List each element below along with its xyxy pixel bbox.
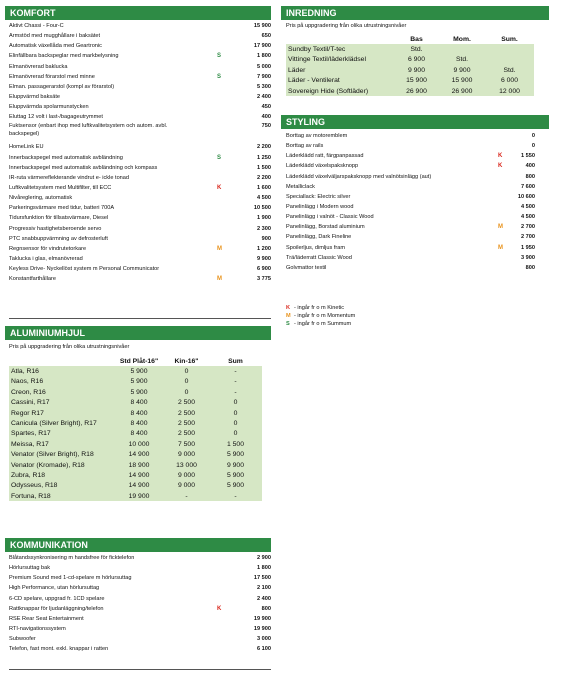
price-row xyxy=(9,41,271,51)
section-header-kommunikation: KOMMUNIKATION xyxy=(5,538,271,552)
item-price: 2 200 xyxy=(257,174,271,181)
price-row xyxy=(9,594,271,604)
cell-std: 14 900 xyxy=(114,481,164,491)
legend-text: - ingår fr o m Momentum xyxy=(294,312,356,319)
item-price: 3 775 xyxy=(257,276,271,283)
legend-item xyxy=(286,313,355,321)
cell-std: 19 900 xyxy=(114,491,164,501)
item-price: 7 600 xyxy=(521,183,535,190)
price-row xyxy=(9,553,271,563)
cell-sum: 9 900 xyxy=(209,460,262,470)
price-row xyxy=(286,141,535,151)
item-price: 0 xyxy=(531,143,535,150)
item-price: 400 xyxy=(525,163,535,170)
table-row xyxy=(9,481,262,491)
item-price: 5 300 xyxy=(257,83,271,90)
cell-sum: - xyxy=(209,377,262,387)
wheel-name: Odysseus, R18 xyxy=(9,481,114,491)
cell-std: 8 400 xyxy=(114,398,164,408)
item-label: Borttag av motoremblem xyxy=(286,133,348,139)
wheel-name: Atla, R16 xyxy=(9,366,114,376)
price-row xyxy=(286,192,535,202)
col-header-kin: Kin-16" xyxy=(174,357,199,365)
item-price: 10 500 xyxy=(253,205,271,212)
cell-std: 5 900 xyxy=(114,377,164,387)
price-row xyxy=(9,102,271,112)
cell-kin: 0 xyxy=(164,377,209,387)
item-label: Läderklädd växelspaksknopp xyxy=(286,163,359,170)
item-label: Panelinlägg, Dark Fineline xyxy=(286,234,352,241)
item-label: Elman. passagerarstol (kompl av förarstol) xyxy=(9,83,115,90)
kommunikation-bottom-rule xyxy=(9,669,271,670)
wheel-name: Meissa, R17 xyxy=(9,439,114,449)
item-price: 6 900 xyxy=(257,266,271,273)
item-label: Eluppvärmda spolarmunstycken xyxy=(9,104,89,111)
cell-kin: 13 000 xyxy=(164,460,209,470)
item-label: Armstöd med mugghållare i baksätet xyxy=(9,33,101,40)
cell-mom: 9 900 xyxy=(439,65,485,75)
price-row xyxy=(9,142,271,152)
item-label: Fuktsensor (enbart ihop med luftkvalitetsystem och autom. avbl. backspegel) xyxy=(9,123,168,138)
table-row xyxy=(9,418,262,428)
upholstery-name: Läder - Ventilerat xyxy=(286,76,394,86)
item-label: Spoilerljus, dimljus fram xyxy=(286,244,346,251)
level-code: M xyxy=(498,244,503,251)
table-row xyxy=(9,366,262,376)
cell-mom: Std. xyxy=(439,55,485,65)
item-label: Blåtandssynkronisering m handsfree för ficktelefon xyxy=(9,555,135,561)
inredning-note: Pris på uppgradering från olika utrustningsnivåer xyxy=(286,23,407,29)
legend-code: M xyxy=(286,312,291,319)
upholstery-name: Sovereign Hide (Softläder) xyxy=(286,86,394,96)
cell-sum xyxy=(485,55,534,65)
table-row xyxy=(286,86,534,96)
item-label: Trä/läderratt Classic Wood xyxy=(286,254,352,261)
item-price: 1 200 xyxy=(257,245,271,252)
price-row xyxy=(9,21,271,31)
item-label: Innerbackspegel med automatisk avbländning xyxy=(9,154,123,161)
price-row xyxy=(286,151,535,161)
price-row xyxy=(9,92,271,102)
item-label: Hörlursuttag bak xyxy=(9,565,51,572)
item-price: 2 100 xyxy=(257,585,271,592)
cell-std: 18 900 xyxy=(114,460,164,470)
cell-std: 5 900 xyxy=(114,387,164,397)
cell-sum xyxy=(485,44,534,54)
item-price: 1 500 xyxy=(257,164,271,171)
legend-code: S xyxy=(286,320,290,327)
item-label: PTC snabbuppvärmning av defrosterluft xyxy=(9,235,108,242)
legend-text: - ingår fr o m Kinetic xyxy=(294,305,345,311)
cell-std: 8 400 xyxy=(114,418,164,428)
cell-sum: - xyxy=(209,387,262,397)
level-code: S xyxy=(217,73,222,80)
section-header-komfort: KOMFORT xyxy=(5,6,271,20)
item-price: 1 800 xyxy=(257,565,271,572)
price-row xyxy=(9,234,271,244)
styling-list xyxy=(286,131,535,273)
item-price: 1 600 xyxy=(257,184,271,191)
item-label: HomeLink EU xyxy=(9,144,44,151)
section-header-styling: STYLING xyxy=(281,115,549,129)
cell-kin: 2 500 xyxy=(164,418,209,428)
item-price: 750 xyxy=(261,123,271,130)
cell-kin: 2 500 xyxy=(164,408,209,418)
cell-std: 8 400 xyxy=(114,408,164,418)
item-price: 17 900 xyxy=(253,43,271,50)
cell-sum: 6 000 xyxy=(485,76,534,86)
col-header-sum: Sum xyxy=(228,357,243,365)
item-price: 4 500 xyxy=(521,214,535,221)
price-row xyxy=(9,153,271,163)
price-row xyxy=(9,624,271,634)
cell-bas: 26 900 xyxy=(394,86,439,96)
level-code: K xyxy=(498,153,503,160)
price-row xyxy=(9,173,271,183)
price-row xyxy=(286,161,535,171)
cell-bas: 6 900 xyxy=(394,55,439,65)
item-label: Tidursfunktion för tillsatsvärmare, Diesel xyxy=(9,215,109,222)
item-price: 4 500 xyxy=(521,203,535,210)
cell-std: 10 000 xyxy=(114,439,164,449)
legend-text: - ingår fr o m Summum xyxy=(294,320,352,327)
item-price: 9 900 xyxy=(257,255,271,262)
level-code: K xyxy=(498,163,503,170)
item-price: 19 900 xyxy=(253,615,271,622)
upholstery-name: Läder xyxy=(286,65,394,75)
item-price: 4 500 xyxy=(257,195,271,202)
item-price: 1 250 xyxy=(257,154,271,161)
table-row xyxy=(9,387,262,397)
item-price: 2 300 xyxy=(257,225,271,232)
price-row xyxy=(9,163,271,173)
item-label: Luftkvalitetsystem med Multifilter, till ECC xyxy=(9,184,112,191)
item-label: Golvmattor textil xyxy=(286,264,327,271)
item-price: 3 000 xyxy=(257,636,271,643)
item-price: 1 550 xyxy=(521,153,535,160)
price-row xyxy=(286,263,535,273)
item-label: RTI-navigationssystem xyxy=(9,625,66,632)
wheel-name: Venator (Kromade), R18 xyxy=(9,460,114,470)
item-label: Läderklädd växelväljarspaksknopp med valnötsinlägg (aut) xyxy=(286,173,432,180)
item-label: Konstantfarthållare xyxy=(9,276,56,283)
item-price: 900 xyxy=(261,235,271,242)
legend-item xyxy=(286,305,355,313)
cell-sum: 1 500 xyxy=(209,439,262,449)
cell-kin: 9 000 xyxy=(164,450,209,460)
item-price: 1 800 xyxy=(257,53,271,60)
level-code: M xyxy=(498,224,503,231)
cell-bas: Std. xyxy=(394,44,439,54)
upholstery-name: Vittinge Textil/läderklädsel xyxy=(286,55,394,65)
item-price: 2 400 xyxy=(257,93,271,100)
level-code: S xyxy=(217,154,222,161)
wheel-name: Venator (Silver Bright), R18 xyxy=(9,450,114,460)
table-row xyxy=(286,44,534,54)
item-label: Eluttag 12 volt i last-/bagageutrymmet xyxy=(9,114,103,121)
table-row xyxy=(9,429,262,439)
cell-bas: 9 900 xyxy=(394,65,439,75)
wheel-name: Regor R17 xyxy=(9,408,114,418)
komfort-bottom-rule xyxy=(9,318,271,319)
price-row xyxy=(286,212,535,222)
wheel-table xyxy=(9,356,262,501)
table-row xyxy=(9,377,262,387)
cell-sum: 0 xyxy=(209,418,262,428)
cell-std: 5 900 xyxy=(114,366,164,376)
level-code: K xyxy=(217,605,222,612)
item-label: Telefon, fast mont. exkl. knappar i ratten xyxy=(9,646,109,653)
item-label: Elmanövrerad förarstol med minne xyxy=(9,73,95,80)
cell-std: 8 400 xyxy=(114,429,164,439)
price-row xyxy=(9,82,271,92)
table-row xyxy=(9,460,262,470)
item-price: 17 500 xyxy=(253,575,271,582)
item-label: Regnsensor för vindrutetorkare xyxy=(9,245,87,252)
item-price: 800 xyxy=(525,264,535,271)
item-label: RSE Rear Seat Entertainment xyxy=(9,615,84,622)
item-price: 450 xyxy=(261,104,271,111)
item-label: Nivåreglering, automatisk xyxy=(9,195,73,202)
item-label: Speciallack: Electric silver xyxy=(286,193,351,200)
price-row xyxy=(9,264,271,274)
item-label: Elmanövrerad baklucka xyxy=(9,63,68,70)
price-row xyxy=(286,253,535,263)
price-row xyxy=(9,274,271,284)
price-row xyxy=(286,182,535,192)
interior-table-header xyxy=(286,34,534,44)
price-row xyxy=(9,62,271,72)
item-price: 0 xyxy=(531,133,535,139)
wheel-name: Naos, R16 xyxy=(9,377,114,387)
table-row xyxy=(286,55,534,65)
wheel-table-header xyxy=(9,356,262,366)
item-label: IR-ruta värmereflekterande vindrut e- ickle tonad xyxy=(9,174,130,181)
cell-kin: 9 000 xyxy=(164,481,209,491)
item-price: 2 400 xyxy=(257,595,271,602)
table-row xyxy=(286,65,534,75)
price-row xyxy=(9,183,271,193)
cell-sum: 5 900 xyxy=(209,450,262,460)
cell-std: 14 900 xyxy=(114,450,164,460)
item-price: 800 xyxy=(525,173,535,180)
item-price: 800 xyxy=(261,605,271,612)
interior-table xyxy=(286,34,534,96)
item-price: 15 900 xyxy=(253,23,271,29)
price-row xyxy=(9,31,271,41)
item-label: Premium Sound med 1-cd-spelare m hörlursuttag xyxy=(9,575,132,582)
item-price: 2 700 xyxy=(521,234,535,241)
cell-kin: - xyxy=(164,491,209,501)
price-row xyxy=(286,243,535,253)
price-row xyxy=(286,172,535,182)
table-row xyxy=(9,408,262,418)
col-header-mom: Mom. xyxy=(453,35,471,43)
price-row xyxy=(9,213,271,223)
item-label: Progressiv hastighetsberoende servo xyxy=(9,225,102,232)
price-row xyxy=(9,614,271,624)
item-price: 2 900 xyxy=(257,555,271,561)
wheel-name: Creon, R16 xyxy=(9,387,114,397)
level-code: M xyxy=(217,276,222,283)
price-row xyxy=(9,254,271,264)
cell-mom: 26 900 xyxy=(439,86,485,96)
price-row xyxy=(9,51,271,61)
item-label: Automatisk växellåda med Geartronic xyxy=(9,43,102,50)
price-row xyxy=(9,644,271,654)
item-label: Elinfällbara backspeglar med markbelysning xyxy=(9,53,119,60)
item-price: 400 xyxy=(261,114,271,121)
wheel-name: Fortuna, R18 xyxy=(9,491,114,501)
item-label: Subwoofer xyxy=(9,636,36,643)
wheel-name: Canicula (Silver Bright), R17 xyxy=(9,418,114,428)
price-row xyxy=(9,112,271,122)
item-label: Panelinlägg, Borstad aluminium xyxy=(286,224,365,231)
price-row xyxy=(9,634,271,644)
item-price: 6 100 xyxy=(257,646,271,653)
cell-sum: 5 900 xyxy=(209,470,262,480)
price-row xyxy=(9,193,271,203)
item-label: Innerbackspegel med automatisk avbländning och kompass xyxy=(9,164,158,171)
item-label: Panelinlägg i Modern wood xyxy=(286,203,354,210)
komfort-list xyxy=(9,21,271,284)
price-row xyxy=(286,202,535,212)
item-label: Eluppvärmd baksäte xyxy=(9,93,60,100)
price-row xyxy=(9,244,271,254)
item-price: 3 900 xyxy=(521,254,535,261)
price-row xyxy=(9,573,271,583)
kommunikation-list xyxy=(9,553,271,654)
cell-kin: 0 xyxy=(164,366,209,376)
item-price: 650 xyxy=(261,33,271,40)
cell-bas: 15 900 xyxy=(394,76,439,86)
item-price: 2 200 xyxy=(257,144,271,151)
cell-kin: 7 500 xyxy=(164,439,209,449)
cell-sum: 12 000 xyxy=(485,86,534,96)
cell-mom xyxy=(439,44,485,54)
cell-sum: 0 xyxy=(209,398,262,408)
cell-kin: 2 500 xyxy=(164,398,209,408)
cell-sum: - xyxy=(209,366,262,376)
price-row xyxy=(9,563,271,573)
item-price: 10 600 xyxy=(517,193,535,200)
cell-mom: 15 900 xyxy=(439,76,485,86)
price-row xyxy=(9,72,271,82)
price-row xyxy=(286,131,535,141)
cell-sum: 5 900 xyxy=(209,481,262,491)
cell-kin: 9 000 xyxy=(164,470,209,480)
item-price: 1 900 xyxy=(257,215,271,222)
item-label: Taklucka i glas, elmanövrerad xyxy=(9,255,83,262)
item-label: Panelinlägg i valnöt - Classic Wood xyxy=(286,214,374,221)
price-row xyxy=(9,122,271,142)
price-row xyxy=(9,604,271,614)
price-row xyxy=(9,583,271,593)
item-price: 7 900 xyxy=(257,73,271,80)
col-header-std: Std Plåt-16" xyxy=(119,357,159,365)
table-row xyxy=(9,450,262,460)
cell-sum: 0 xyxy=(209,429,262,439)
item-label: Borttag av rails xyxy=(286,143,324,150)
item-label: Parkeringsvärmare med tidur, batteri 700A xyxy=(9,205,115,212)
cell-kin: 0 xyxy=(164,387,209,397)
level-code: S xyxy=(217,53,222,60)
item-price: 2 700 xyxy=(521,224,535,231)
cell-sum: - xyxy=(209,491,262,501)
item-label: Rattknappar för ljudanläggning/telefon xyxy=(9,605,104,612)
item-label: 6-CD spelare, uppgrad fr. 1CD spelare xyxy=(9,595,105,602)
item-label: Läderklädd ratt, färgpanpassad xyxy=(286,153,364,160)
aluminiumhjul-note: Pris på uppgradering från olika utrustningsnivåer xyxy=(9,344,130,350)
section-header-aluminiumhjul: ALUMINIUMHJUL xyxy=(5,326,271,340)
price-row xyxy=(9,224,271,234)
cell-kin: 2 500 xyxy=(164,429,209,439)
table-row xyxy=(9,491,262,501)
wheel-name: Cassini, R17 xyxy=(9,398,114,408)
item-price: 5 000 xyxy=(257,63,271,70)
upholstery-name: Sundby Textil/T-tec xyxy=(286,44,394,54)
price-row xyxy=(286,222,535,232)
col-header-bas: Bas xyxy=(410,35,423,43)
legend-item xyxy=(286,321,355,329)
item-label: Aktivt Chassi - Four-C xyxy=(9,23,64,29)
cell-sum: Std. xyxy=(485,65,534,75)
table-row xyxy=(9,439,262,449)
section-header-inredning: INREDNING xyxy=(281,6,549,20)
wheel-name: Zubra, R18 xyxy=(9,470,114,480)
price-row xyxy=(9,203,271,213)
legend-code: K xyxy=(286,305,291,311)
price-row xyxy=(286,232,535,242)
table-row xyxy=(286,76,534,86)
item-price: 1 950 xyxy=(521,244,535,251)
item-label: Keyless Drive- Nyckellöst system m Personal Communicator xyxy=(9,266,160,273)
cell-sum: 0 xyxy=(209,408,262,418)
item-label: Metalliclack xyxy=(286,183,315,190)
legend xyxy=(286,305,355,328)
cell-std: 14 900 xyxy=(114,470,164,480)
item-price: 19 900 xyxy=(253,625,271,632)
col-header-sum-interior: Sum. xyxy=(501,35,518,43)
wheel-name: Spartes, R17 xyxy=(9,429,114,439)
table-row xyxy=(9,398,262,408)
level-code: M xyxy=(217,245,222,252)
level-code: K xyxy=(217,184,222,191)
table-row xyxy=(9,470,262,480)
item-label: High Performance, utan hörlursuttag xyxy=(9,585,100,592)
